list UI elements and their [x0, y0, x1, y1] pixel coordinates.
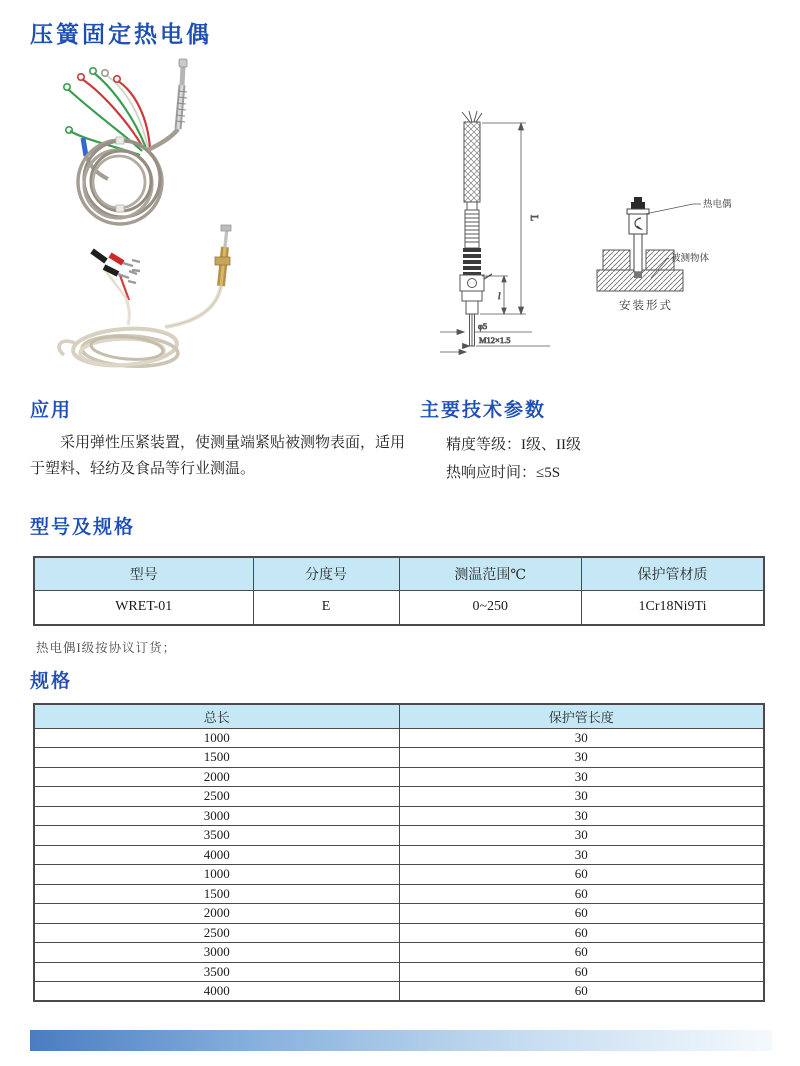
table-cell: WRET-01 [34, 590, 253, 625]
dimension-drawing [420, 108, 605, 360]
spec-row [34, 806, 764, 826]
table-cell: E [253, 590, 399, 625]
model-spec-heading: 型号及规格 [30, 516, 136, 538]
table-cell: 3500 [34, 826, 399, 846]
table-cell: 2500 [34, 923, 399, 943]
dim-thread-label: M12×1.5 [479, 335, 511, 345]
table-cell: 1500 [34, 884, 399, 904]
spec-row [34, 728, 764, 748]
table-cell: 1500 [34, 748, 399, 768]
spec-row [34, 943, 764, 963]
product-photo-illustration [30, 55, 295, 387]
spec-row [34, 748, 764, 768]
table-cell: 30 [399, 806, 764, 826]
table-cell: 60 [399, 904, 764, 924]
table-cell: 3500 [34, 962, 399, 982]
spec-row [34, 982, 764, 1002]
table-cell: 1Cr18Ni9Ti [582, 590, 765, 625]
page-title: 压簧固定热电偶 [30, 22, 212, 48]
table-cell: 2000 [34, 767, 399, 787]
tech-params-list [446, 432, 581, 488]
tech-param-accuracy: 精度等级：I级、II级 [446, 437, 581, 453]
spec-row [34, 865, 764, 885]
spec-row [34, 845, 764, 865]
order-note: 热电偶I级按协议订货； [36, 641, 177, 655]
application-heading: 应用 [30, 399, 73, 421]
dimension-drawing-svg [420, 108, 605, 360]
table-cell: 60 [399, 943, 764, 963]
table-cell: 30 [399, 845, 764, 865]
spec-row [34, 767, 764, 787]
col-header-model: 型号 [34, 557, 253, 590]
dim-insert-label: l [498, 291, 501, 301]
table-cell: 3000 [34, 806, 399, 826]
spec-table [33, 703, 765, 1002]
dim-diameter-label: φ5 [478, 321, 488, 331]
table-cell: 0~250 [399, 590, 582, 625]
spec-row [34, 884, 764, 904]
table-cell: 30 [399, 748, 764, 768]
table-cell: 30 [399, 728, 764, 748]
table-cell: 60 [399, 884, 764, 904]
table-cell: 30 [399, 826, 764, 846]
measured-object-label: 被测物体 [671, 254, 710, 264]
col-header-total-length: 总长 [34, 704, 399, 728]
model-spec-row [34, 590, 764, 625]
spec-row [34, 904, 764, 924]
installation-caption: 安装形式 [619, 300, 673, 312]
spec-row [34, 826, 764, 846]
table-cell: 30 [399, 767, 764, 787]
tech-params-heading: 主要技术参数 [420, 399, 547, 421]
col-header-tube-length: 保护管长度 [399, 704, 764, 728]
table-cell: 60 [399, 962, 764, 982]
spec-row [34, 787, 764, 807]
spec-row [34, 962, 764, 982]
table-cell: 1000 [34, 728, 399, 748]
table-cell: 1000 [34, 865, 399, 885]
tech-param-response: 热响应时间：≤5S [446, 464, 561, 481]
table-cell: 2500 [34, 787, 399, 807]
table-cell: 30 [399, 787, 764, 807]
table-cell: 60 [399, 982, 764, 1002]
col-header-graduation: 分度号 [253, 557, 399, 590]
table-cell: 3000 [34, 943, 399, 963]
spec-header-row [34, 704, 764, 728]
col-header-range: 测温范围℃ [399, 557, 582, 590]
spec-row [34, 923, 764, 943]
dim-length-label: L [528, 214, 539, 222]
table-cell: 60 [399, 923, 764, 943]
model-spec-table [33, 556, 765, 626]
spec-heading: 规格 [30, 670, 73, 692]
model-spec-header-row [34, 557, 764, 590]
photo-brass-thermocouple [59, 225, 231, 369]
table-cell: 4000 [34, 982, 399, 1002]
col-header-material: 保护管材质 [582, 557, 765, 590]
installation-diagram [593, 192, 800, 317]
product-photos [30, 55, 295, 387]
installation-diagram-svg [593, 192, 800, 317]
table-cell: 4000 [34, 845, 399, 865]
table-cell: 60 [399, 865, 764, 885]
application-body: 采用弹性压紧装置，使测量端紧贴被测物表面，适用于塑料、轻纺及食品等行业测温。 [30, 435, 406, 478]
photo-braided-thermocouple [64, 59, 187, 224]
footer-accent-bar [30, 1030, 772, 1051]
table-cell: 2000 [34, 904, 399, 924]
thermocouple-label: 热电偶 [703, 200, 732, 210]
